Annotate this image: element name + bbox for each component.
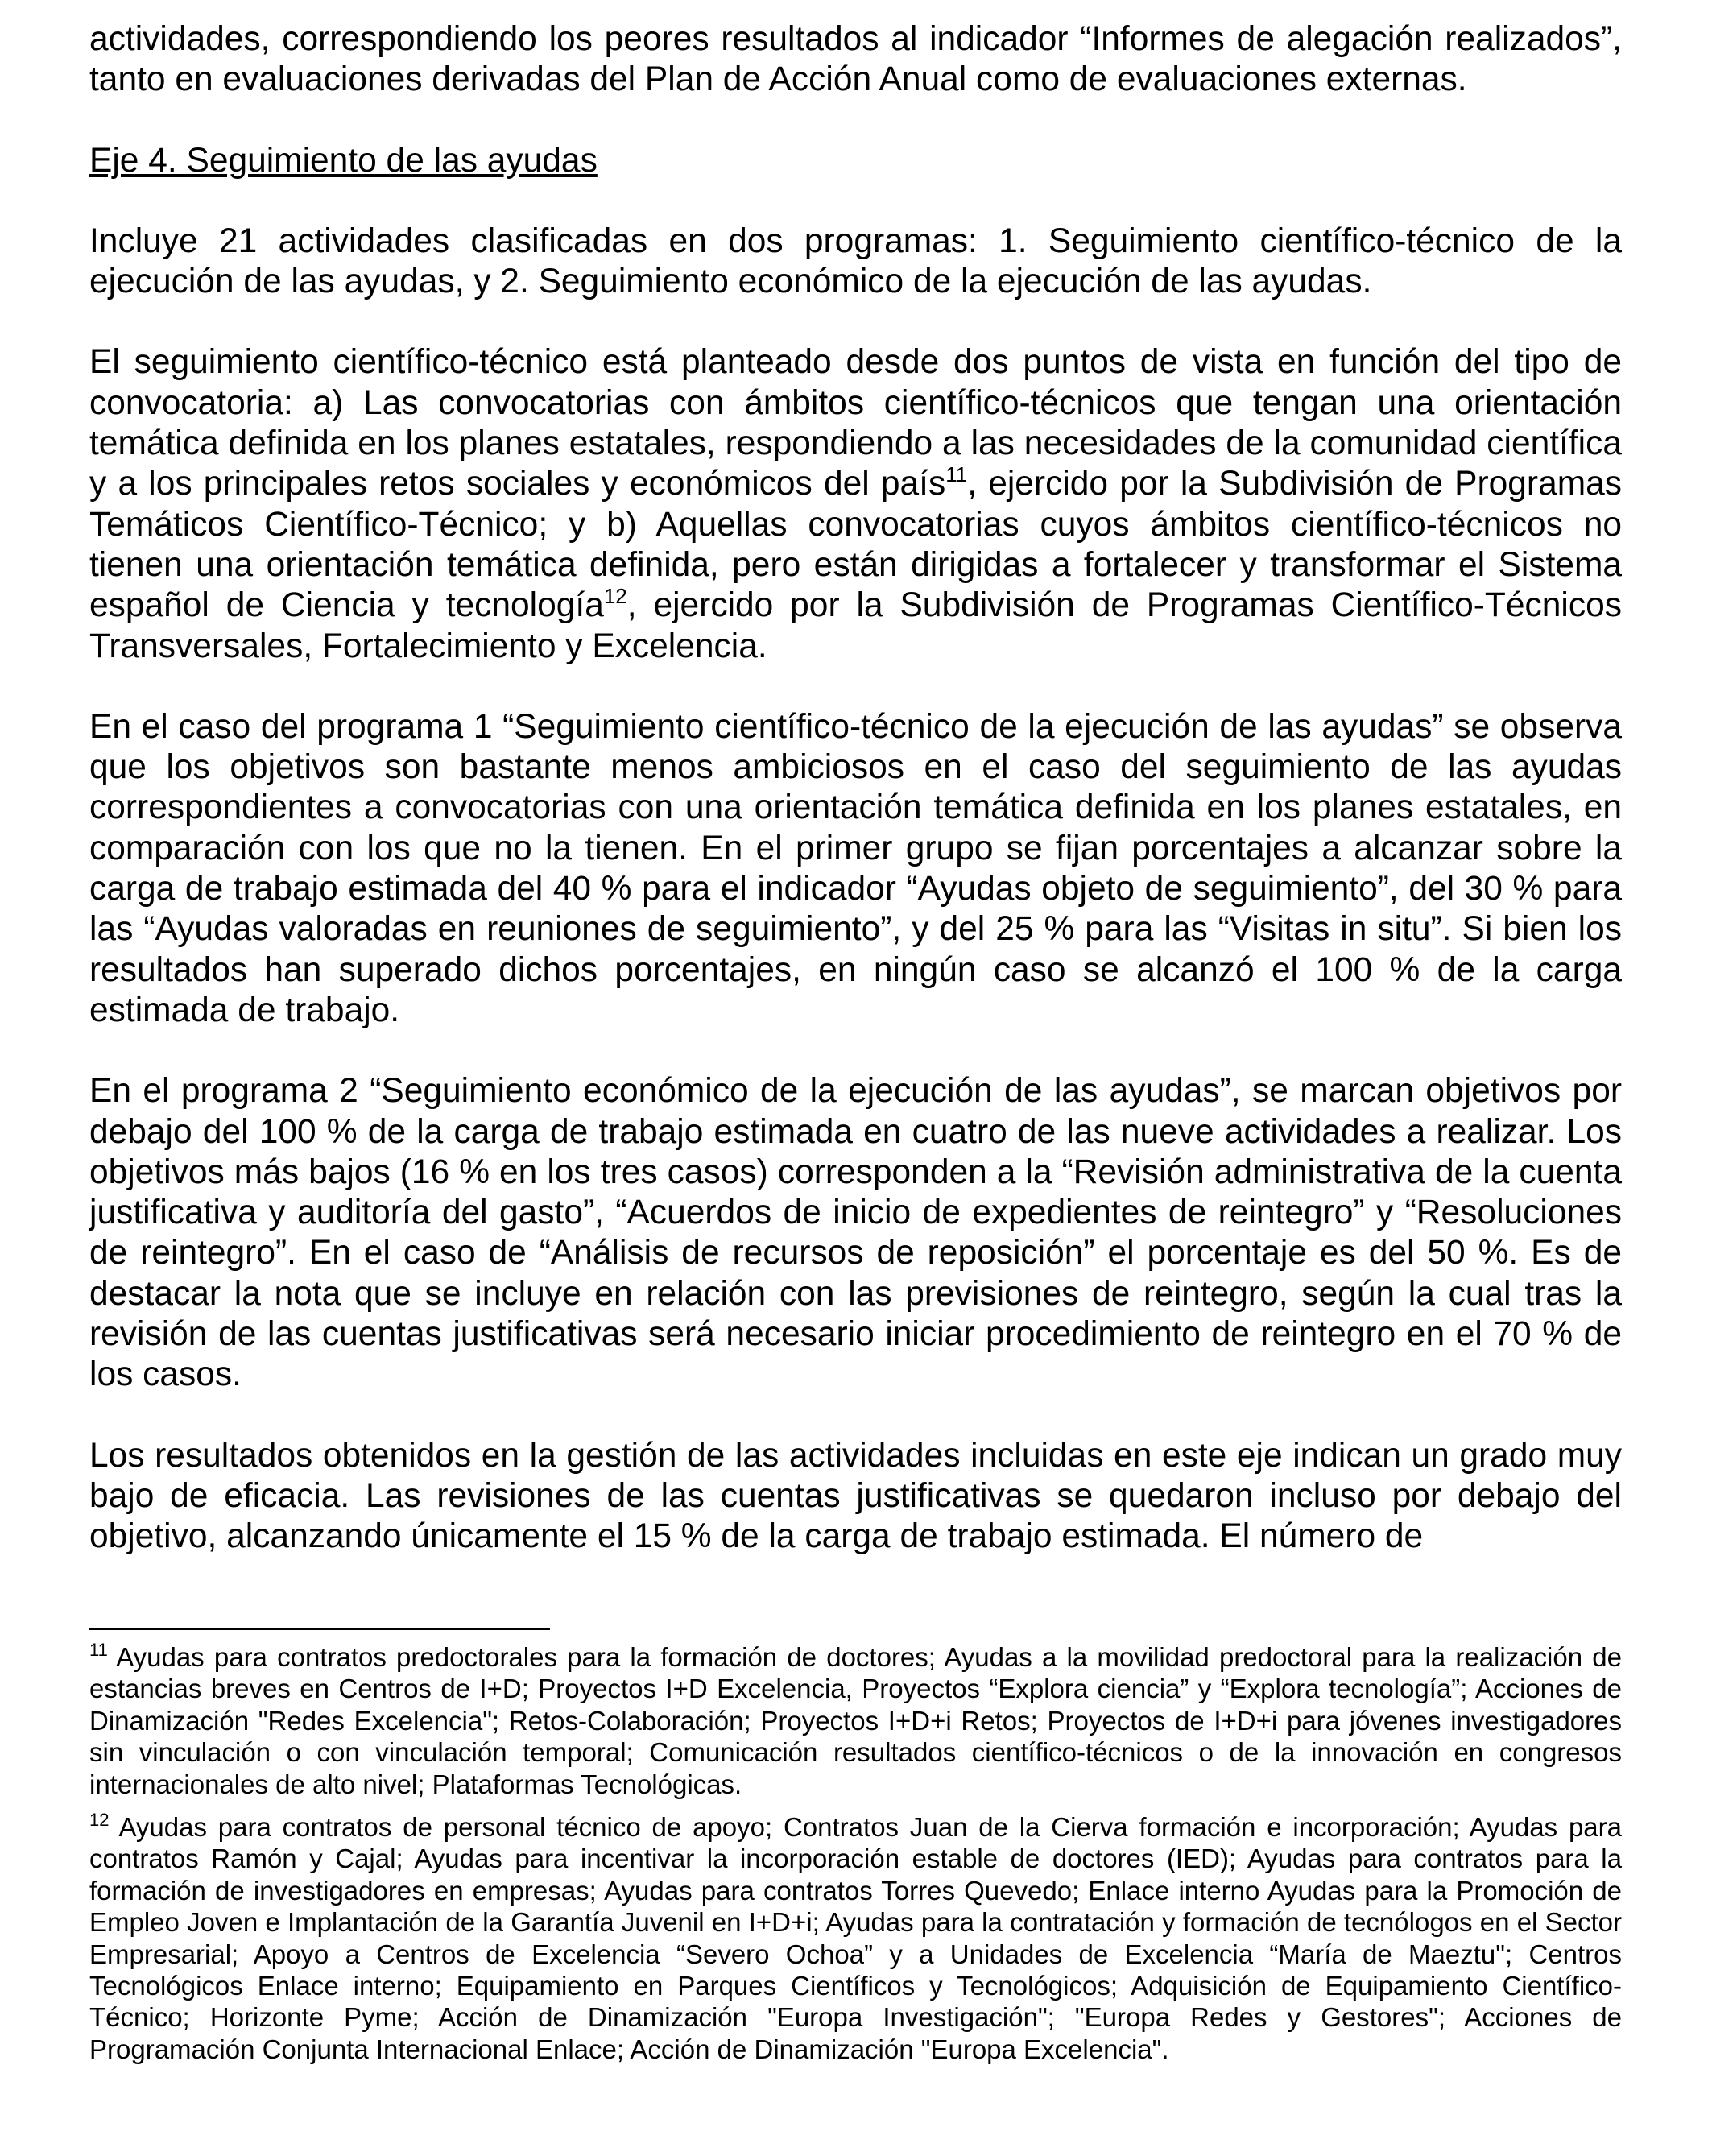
footnote-separator: [89, 1628, 550, 1630]
paragraph-programs-intro: Incluye 21 actividades clasificadas en dos programas: 1. Seguimiento científico-técnico de la ejecución de las ayudas, y 2. Seguimiento económico de la ejecución de las ayudas.: [89, 221, 1622, 301]
document-body: [89, 19, 1622, 1598]
footnote-text-12: Ayudas para contratos de personal técnico de apoyo; Contratos Juan de la Cierva formación e incorporación; Ayudas para contratos Ramón y Cajal; Ayudas para incentivar la incorporación estable de doctores (IED); Ayudas para contratos para la formación de investigadores en empresas; Ayudas para contratos Torres Quevedo; Enlace interno Ayudas para la Promoción de Empleo Joven e Implantación de la Garantía Juvenil en I+D+i; Ayudas para la contratación y formación de tecnólogos en el Sector Empresarial; Apoyo a Centros de Excelencia “Severo Ochoa” y a Unidades de Excelencia “María de Maeztu"; Centros Tecnológicos Enlace interno; Equipamiento en Parques Científicos y Tecnológicos; Adquisición de Equipamiento Científico-Técnico; Horizonte Pyme; Acción de Dinamización "Europa Investigación"; "Europa Redes y Gestores"; Acciones de Programación Conjunta Internacional Enlace; Acción de Dinamización "Europa Excelencia".: [89, 1812, 1622, 2064]
paragraph-text-segment: El seguimiento científico-técnico está planteado desde dos puntos de vista en función del tipo de convocatoria: a) Las convocatorias con ámbitos científico-técnicos que tengan una orientación temática definida en los planes estatales, respondiendo a las necesidades de la comunidad científica y a los principales retos sociales y económicos del país: [89, 343, 1622, 503]
paragraph-scientific-followup: [89, 342, 1622, 666]
footnotes-section: [89, 1641, 1622, 2076]
footnote-text-11: Ayudas para contratos predoctorales para la formación de doctores; Ayudas a la movilidad predoctoral para la realización de estancias breves en Centros de I+D; Proyectos I+D Excelencia, Proyectos “Explora ciencia” y “Explora tecnología”; Acciones de Dinamización "Redes Excelencia"; Retos-Colaboración; Proyectos I+D+i Retos; Proyectos de I+D+i para jóvenes investigadores sin vinculación o con vinculación temporal; Comunicación resultados científico-técnicos o de la innovación en congresos internacionales de alto nivel; Plataformas Tecnológicas.: [89, 1642, 1622, 1799]
footnote-number-11: 11: [89, 1640, 108, 1660]
paragraph-continuation: actividades, correspondiendo los peores resultados al indicador “Informes de alegación realizados”, tanto en evaluaciones derivadas del Plan de Acción Anual como de evaluaciones externas.: [89, 20, 1622, 99]
footnote-11: [89, 1641, 1622, 1800]
paragraph-text-segment: , ejercido por la Subdivisión de Programas Científico-Técnicos Transversales, Fortalecimiento y Excelencia.: [89, 586, 1622, 665]
paragraph-program-1: En el caso del programa 1 “Seguimiento científico-técnico de la ejecución de las ayudas” se observa que los objetivos son bastante menos ambiciosos en el caso del seguimiento de las ayudas correspondientes a convocatorias con una orientación temática definida en los planes estatales, en comparación con los que no la tienen. En el primer grupo se fijan porcentajes a alcanzar sobre la carga de trabajo estimada del 40 % para el indicador “Ayudas objeto de seguimiento”, del 30 % para las “Ayudas valoradas en reuniones de seguimiento”, y del 25 % para las “Visitas in situ”. Si bien los resultados han superado dichos porcentajes, en ningún caso se alcanzó el 100 % de la carga estimada de trabajo.: [89, 707, 1622, 1029]
paragraph-text-segment: , ejercido por la Subdivisión de Programas Temáticos Científico-Técnico; y b) Aquellas convocatorias cuyos ámbitos científico-técnicos no tienen una orientación temática definida, pero están dirigidas a fortalecer y transformar el Sistema español de Ciencia y tecnología: [89, 465, 1622, 625]
footnote-12: [89, 1811, 1622, 2065]
footnote-ref-11[interactable]: 11: [945, 462, 968, 487]
paragraph-results: Los resultados obtenidos en la gestión de las actividades incluidas en este eje indican un grado muy bajo de eficacia. Las revisiones de las cuentas justificativas se quedaron incluso por debajo del objetivo, alcanzando únicamente el 15 % de la carga de trabajo estimada. El número de: [89, 1436, 1622, 1556]
footnote-number-12: 12: [89, 1810, 110, 1831]
footnote-ref-12[interactable]: 12: [603, 584, 627, 609]
section-heading-eje-4: Eje 4. Seguimiento de las ayudas: [89, 141, 598, 180]
paragraph-program-2: En el programa 2 “Seguimiento económico de la ejecución de las ayudas”, se marcan objetivos por debajo del 100 % de la carga de trabajo estimada en cuatro de las nueve actividades a realizar. Los objetivos más bajos (16 % en los tres casos) corresponden a la “Revisión administrativa de la cuenta justificativa y auditoría del gasto”, “Acuerdos de inicio de expedientes de reintegro” y “Resoluciones de reintegro”. En el caso de “Análisis de recursos de reposición” el porcentaje es del 50 %. Es de destacar la nota que se incluye en relación con las previsiones de reintegro, según la cual tras la revisión de las cuentas justificativas será necesario iniciar procedimiento de reintegro en el 70 % de los casos.: [89, 1072, 1622, 1394]
